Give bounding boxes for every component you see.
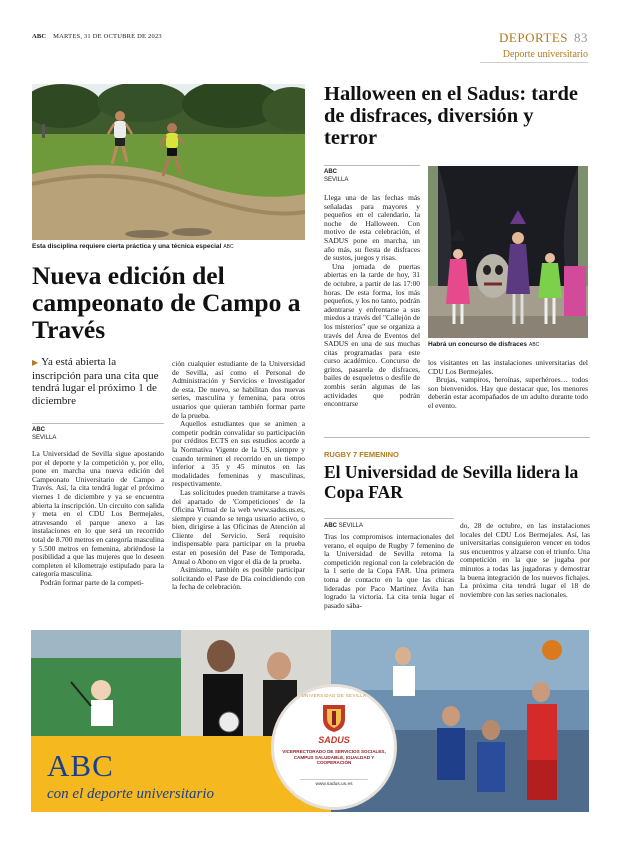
paragraph: La Universidad de Sevilla sigue apostando por el deporte y la competición y, por ello, pone en marcha una nueva edición del Campeonato Universitario de Campo a Través. Así, la cita tendrá lugar el próximo viernes 1 de diciembre y ya se encuentra abierta la inscripción. Un circuito con salida y meta en el CDU Los Bermejales, atravesando el parque anexo a las instalaciones en lo que será un recorrido total de 8.700 metros en categoría masculina y 5.500 metros en femenina, abriéndose la posibilidad a que las mujeres que lo deseen completen el kilometraje estipulado para la categoría masculina. xyxy=(32,449,164,579)
byline-city: SEVILLA xyxy=(32,435,57,441)
badge-arc-text: UNIVERSIDAD DE SEVILLA xyxy=(301,693,367,698)
ad-tagline: con el deporte universitario xyxy=(47,786,215,802)
paragraph: Llega una de las fechas más señaladas para mayores y pequeños en el calendario, la noche de Halloween. Con motivo de esta celebración, el SADUS pone en marcha, un año más, su fiesta de disfraces de sustos, juegos y risas. xyxy=(324,193,420,263)
abc-sadus-advertisement xyxy=(31,630,589,812)
paragraph: Una jornada de puertas abiertas en la tarde de hoy, 31 de octubre, a partir de las 17:00 horas. De esta forma, los más pequeños, y los no tanto, podrán adentrarse y enfrentarse a sus miedos a través del "Callejón de los misterios" que se organiza a través del Área de Eventos del SADUS en una de sus muchas citas programadas para este curso académico. Concurso de gritos, pasarela de disfraces, bailes de esqueletos o desfile de zombis serán algunas de las actividades que podrán encontrarse xyxy=(324,261,420,409)
cross-country-body-col1 xyxy=(32,450,164,588)
page-header-left xyxy=(32,33,162,40)
paragraph: do, 28 de octubre, en las instalaciones locales del CDU Los Bermejales. Así, las universitarias consiguieron vencer en todos sus encuentros y alzarse con el triunfo. Una competición en la que se jugaba por minutos a todas las jugadoras y demostrar la buena integración de los nuevos fichajes. La próxima cita tendrá lugar el 18 de noviembre con las series nacionales. xyxy=(460,521,590,599)
badge-url: www.sadus.us.es xyxy=(300,779,368,787)
paragraph: Las solicitudes pueden tramitarse a través del apartado de 'Competiciones' de la Oficina Virtual de la web www.sadus.us.es, siempre y cuando se tenga usuario activo, o bien, dirigirse a las Oficinas de Atención al Cliente del Servicio. Será requisito indispensable para participar en la prueba estar en posesión del Pase de Temporada, Anual o Abono en vigor el día de la prueba. xyxy=(172,487,305,566)
badge-name: SADUS xyxy=(318,735,350,745)
ad-brand: ABC xyxy=(47,748,114,783)
halloween-photo xyxy=(428,166,588,338)
halloween-headline: Halloween en el Sadus: tarde de disfraces, diversión y terror xyxy=(324,83,578,149)
caption-credit: ABC xyxy=(223,244,234,250)
halloween-caption xyxy=(428,341,539,348)
rugby-body-col1 xyxy=(324,533,454,610)
section-name: DEPORTES xyxy=(499,30,568,45)
masthead-brand: ABC xyxy=(32,33,47,40)
paragraph: Tras los compromisos internacionales del verano, el equipo de Rugby 7 femenino de la Universidad de Sevilla retoma la competición regional con la celebración de la 1 serie de la Copa FAR. Una primera toma de contacto en la que las chicas lideradas por Paco Martínez Ávila han logrado la victoria. La cita tenía lugar el pasado sába- xyxy=(324,532,454,610)
cross-country-lead xyxy=(32,356,164,407)
byline-city: SEVILLA xyxy=(324,177,349,183)
cross-country-caption xyxy=(32,243,234,250)
cross-country-byline xyxy=(32,426,56,442)
rugby-kicker: RUGBY 7 FEMENINO xyxy=(324,450,399,459)
byline-rule xyxy=(324,165,420,166)
byline-source: ABC xyxy=(324,523,337,529)
header-rule xyxy=(480,62,588,63)
caption-text: Esta disciplina requiere cierta práctica y una técnica especial xyxy=(32,243,222,250)
paragraph: Asimismo, también es posible participar solicitando el Pase de Día coincidiendo con la fecha de celebración. xyxy=(172,565,305,592)
byline-rule xyxy=(32,423,164,424)
cross-country-photo xyxy=(32,84,305,240)
lead-text: Ya está abierta la inscripción para una cita que tendrá lugar el próximo 1 de diciembre xyxy=(32,356,159,407)
cross-country-headline: Nueva edición del campeonato de Campo a Través xyxy=(32,261,301,344)
caption-text: Habrá un concurso de disfraces xyxy=(428,341,527,348)
sadus-badge xyxy=(271,684,397,810)
cross-country-body-col2 xyxy=(172,360,305,592)
paragraph: Podrán formar parte de la competi- xyxy=(40,577,144,587)
badge-vicerrectorado: VICERRECTORADO DE SERVICIOS SOCIALES, CAMPUS SALUDABLE, IGUALDAD Y COOPERACIÓN xyxy=(282,749,386,766)
lead-bullet-icon: ▶ xyxy=(32,358,39,367)
rugby-body-col2 xyxy=(460,522,590,599)
byline-city: SEVILLA xyxy=(338,523,364,529)
subsection-title: Deporte universitario xyxy=(502,49,588,60)
paragraph: Aquellos estudiantes que se animen a competir podrán convalidar su participación por créditos ECTS en sus estudios acorde a la Normativa Vigente de la US, siempre y cuando terminen el recorrido en un tiempo inferior a 35 y 45 minutos en las modalidades femeninas y masculinas, respectivamente. xyxy=(172,419,305,489)
halloween-byline xyxy=(324,168,348,184)
paragraph: Brujas, vampiros, heroínas, superhéroes… todos son bienvenidos. Hay que destacar que, los menores deberán estar acompañados de un adulto durante todo el evento. xyxy=(428,375,588,410)
caption-credit: ABC xyxy=(528,342,540,348)
halloween-body-col2 xyxy=(428,359,588,411)
byline-source: ABC xyxy=(32,427,45,433)
rugby-byline xyxy=(324,522,363,530)
halloween-body-col1 xyxy=(324,194,420,409)
byline-source: ABC xyxy=(324,169,337,175)
sadus-crest-icon xyxy=(320,703,348,733)
section-title xyxy=(499,30,588,46)
paragraph: los visitantes en las instalaciones universitarias del CDU Los Bermejales. xyxy=(428,358,588,376)
section-divider xyxy=(324,437,590,438)
page-number: 83 xyxy=(574,30,588,45)
rugby-headline: El Universidad de Sevilla lidera la Copa FAR xyxy=(324,462,579,502)
byline-rule xyxy=(324,518,454,519)
issue-date: MARTES, 31 DE OCTUBRE DE 2023 xyxy=(53,33,162,40)
paragraph: ción cualquier estudiante de la Universidad de Sevilla, así como el Personal de Administración y Servicios e Investigador de esta. De nuevo, se habilitan dos nuevas series, masculina y femenina, para otros usuarios que quieran también formar parte de la prueba. xyxy=(172,359,305,420)
